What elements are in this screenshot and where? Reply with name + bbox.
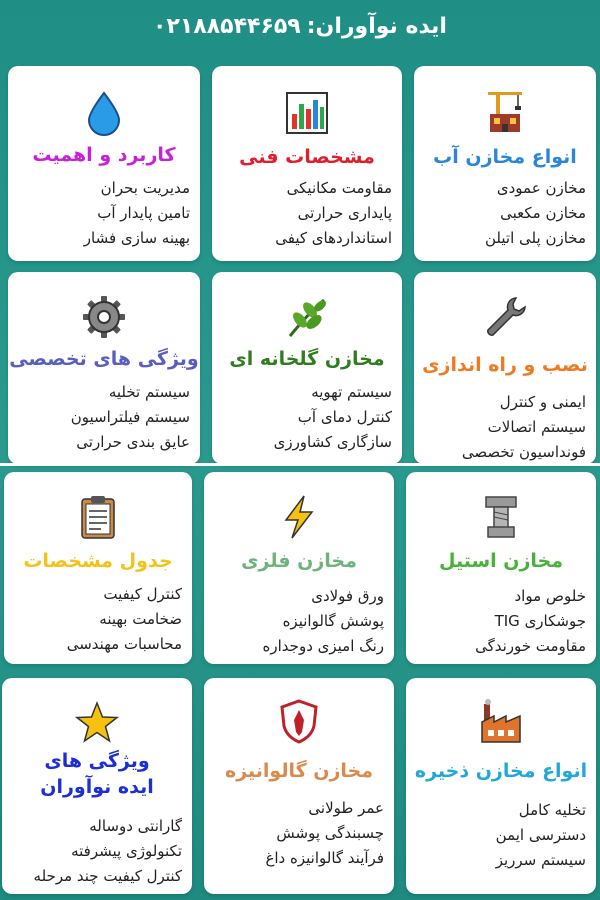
card-title: مخازن استیل <box>438 550 564 572</box>
list-item: بهینه سازی فشار <box>83 229 190 247</box>
list-item: عایق بندی حرارتی <box>76 433 190 451</box>
list-item: فونداسیون تخصصی <box>461 443 586 461</box>
card-technical-specs[interactable] <box>212 66 402 261</box>
clipboard-icon <box>75 494 121 540</box>
list-item: محاسبات مهندسی <box>66 635 182 653</box>
card-items <box>420 176 586 251</box>
header-label: ایده نوآوران: <box>306 13 447 39</box>
card-title: ایده نوآوران <box>40 776 154 798</box>
list-item: جوشکاری TIG <box>494 612 586 630</box>
card-metal-tanks[interactable] <box>204 472 394 664</box>
card-specs-table[interactable] <box>4 472 192 664</box>
list-item: ضخامت بهینه <box>99 610 182 628</box>
card-title: ویژگی های <box>44 750 150 772</box>
list-item: ورق فولادی <box>311 587 384 605</box>
card-galvanized-tanks[interactable] <box>204 678 394 894</box>
card-items <box>14 176 190 251</box>
card-title: مشخصات فنی <box>239 146 375 168</box>
card-storage-tank-types[interactable] <box>406 678 596 894</box>
list-item: سیستم فیلتراسیون <box>70 408 190 426</box>
card-special-features[interactable] <box>8 272 200 464</box>
bolt-nut-icon <box>478 494 524 540</box>
list-item: مقاومت خورندگی <box>475 637 586 655</box>
list-item: مخازن مکعبی <box>500 204 586 222</box>
list-item: مدیریت بحران <box>100 179 190 197</box>
list-item: ایمنی و کنترل <box>499 393 586 411</box>
crane-construction-icon <box>482 88 528 134</box>
phone-number[interactable]: ۰۲۱۸۸۵۴۴۶۵۹ <box>153 13 301 39</box>
card-items <box>412 584 586 659</box>
list-item: تامین پایدار آب <box>97 204 190 222</box>
card-title: مخازن گالوانیزه <box>224 760 374 782</box>
card-items <box>420 390 586 464</box>
list-item: عمر طولانی <box>308 799 384 817</box>
card-items <box>412 798 586 873</box>
bar-chart-icon <box>284 90 330 136</box>
card-steel-tanks[interactable] <box>406 472 596 664</box>
wrench-icon <box>482 294 528 340</box>
list-item: سیستم تهویه <box>311 383 392 401</box>
list-item: سیستم تخلیه <box>108 383 190 401</box>
list-item: سیستم اتصالات <box>487 418 586 436</box>
list-item: مخازن پلی اتیلن <box>485 229 586 247</box>
card-installation[interactable] <box>414 272 596 464</box>
card-items <box>218 380 392 455</box>
card-items <box>14 380 190 455</box>
card-items <box>218 176 392 251</box>
factory-icon <box>478 698 524 744</box>
list-item: مقاومت مکانیکی <box>286 179 392 197</box>
list-item: چسبندگی پوشش <box>276 824 384 842</box>
list-item: کنترل کیفیت <box>103 585 182 603</box>
card-items <box>210 796 384 871</box>
leaf-branch-icon <box>284 294 330 340</box>
card-items <box>210 584 384 659</box>
card-title: انواع مخازن ذخیره <box>414 760 588 782</box>
gear-icon <box>81 294 127 340</box>
card-title: مخازن گلخانه ای <box>229 348 385 370</box>
lightning-icon <box>276 494 322 540</box>
list-item: گارانتی دوساله <box>89 817 182 835</box>
star-icon <box>74 700 120 746</box>
card-title: کاربرد و اهمیت <box>32 144 176 166</box>
card-items <box>10 582 182 657</box>
water-drop-icon <box>81 90 127 136</box>
card-application-importance[interactable] <box>8 66 200 261</box>
list-item: تکنولوژی پیشرفته <box>71 842 182 860</box>
list-item: استانداردهای کیفی <box>275 229 392 247</box>
list-item: کنترل دمای آب <box>297 408 392 426</box>
card-title: انواع مخازن آب <box>433 146 577 168</box>
card-title: نصب و راه اندازی <box>422 354 588 376</box>
list-item: سیستم سرریز <box>495 851 586 869</box>
section-divider <box>0 463 600 466</box>
list-item: رنگ امیزی دوجداره <box>262 637 384 655</box>
shield-badge-icon <box>276 698 322 744</box>
card-items <box>8 814 182 889</box>
list-item: تخلیه کامل <box>518 801 586 819</box>
list-item: فرآیند گالوانیزه داغ <box>265 849 384 867</box>
list-item: دسترسی ایمن <box>495 826 586 844</box>
list-item: کنترل کیفیت چند مرحله <box>33 867 182 885</box>
card-title: ویژگی های تخصصی <box>9 348 199 370</box>
list-item: خلوص مواد <box>514 587 586 605</box>
card-water-tank-types[interactable] <box>414 66 596 261</box>
list-item: پایداری حرارتی <box>297 204 392 222</box>
card-title: مخازن فلزی <box>241 550 357 572</box>
card-title: جدول مشخصات <box>23 550 173 572</box>
card-greenhouse-tanks[interactable] <box>212 272 402 464</box>
list-item: مخازن عمودی <box>496 179 586 197</box>
card-company-features[interactable] <box>2 678 192 894</box>
list-item: سازگاری کشاورزی <box>273 433 392 451</box>
list-item: پوشش گالوانیزه <box>282 612 384 630</box>
